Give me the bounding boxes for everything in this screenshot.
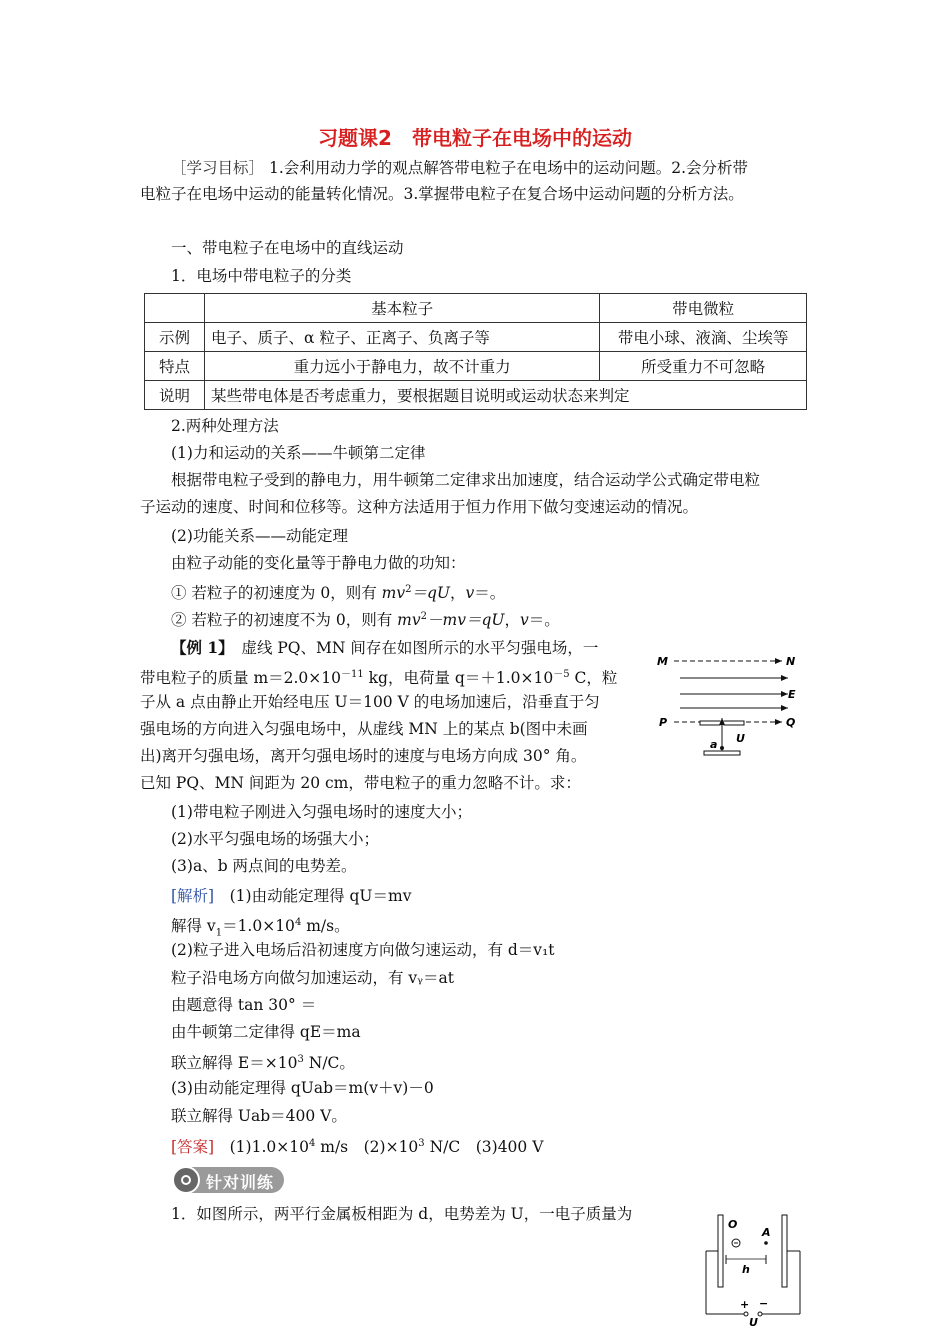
table-row [145,381,807,410]
learning-goals-text1: 1.会利用动力学的观点解答带电粒子在电场中的运动问题。2.会分析带 [268,159,749,177]
target-icon [172,1166,200,1194]
label-h: h [742,1263,750,1276]
solution-label: [解析] [171,887,215,905]
example-label: 【例 1】 [171,638,226,657]
solution-line4: 粒子沿电场方向做匀加速运动，有 vᵧ＝at [171,969,454,987]
example-question3: (3)a、b 两点间的电势差。 [171,857,357,875]
solution-line8: (3)由动能定理得 qUab＝m(v＋v)－0 [171,1079,434,1097]
answer-label: [答案] [171,1138,215,1157]
example-line2 [140,665,617,688]
methods-heading: 2.两种处理方法 [171,417,279,435]
table-header-cell [145,294,205,323]
answer-sup2: 3 [418,1138,425,1149]
method1-text1: 根据带电粒子受到的静电力，用牛顿第二定律求出加速度，结合运动学公式确定带电粒 [171,471,761,489]
label-p: P [659,716,668,729]
terminal-plus [744,1312,748,1316]
table-header-cell: 基本粒子 [204,294,599,323]
case2-v: v [519,611,529,630]
example-mass-exp: －11 [341,669,364,680]
label-a: A [762,1226,771,1239]
example-text2e: C，粒 [569,669,618,688]
practice-badge-label: 针对训练 [206,1173,275,1192]
case1-end: ＝。 [474,584,506,603]
answer-text2: m/s (2)×10 [315,1138,419,1157]
case1-sep: ， [450,584,466,603]
answer-line [171,1134,543,1157]
label-u: U [736,732,745,745]
case2-formula2: －mv＝qU [427,611,505,630]
table-row [145,323,807,352]
example-charge-exp: －5 [553,669,570,680]
table-header-cell: 带电微粒 [600,294,807,323]
example-question2: (2)水平匀强电场的场强大小； [171,830,379,848]
solution-text7b: N/C。 [303,1054,355,1073]
method1-text2: 子运动的速度、时间和位移等。这种方法适用于恒力作用下做匀变速运动的情况。 [140,498,699,516]
case2-line [171,607,560,630]
case2-sup: 2 [420,611,427,622]
case1-formula2: ＝qU [411,584,450,603]
solution-text1: (1)由动能定理得 qU＝mv [229,887,412,905]
case1-v: v [465,584,475,603]
learning-goals-line1 [171,158,748,178]
case2-formula: mv [397,611,421,630]
example-line4: 强电场的方向进入匀强电场中，从虚线 MN 上的某点 b(图中未画 [140,720,588,738]
case2-end: ＝。 [528,611,560,630]
label-a: a [710,738,718,751]
parallel-plates-figure [698,1212,810,1332]
solution-sup7: 3 [297,1054,304,1065]
case1-text: ① 若粒子的初速度为 0，则有 [171,584,382,603]
solution-line2 [171,913,350,943]
label-e: E [788,688,796,701]
answer-text1: (1)1.0×10 [229,1138,309,1157]
left-plate [718,1215,723,1287]
solution-line1 [171,886,411,906]
solution-text2a: 解得 v [171,917,216,936]
label-u: U [749,1316,758,1329]
table-cell: 电子、质子、α 粒子、正离子、负离子等 [204,323,599,352]
table-cell: 某些带电体是否考虑重力，要根据题目说明或运动状态来判定 [204,381,806,410]
method2-text1: 由粒子动能的变化量等于静电力做的功知： [171,554,466,572]
page-title: 习题课2 带电粒子在电场中的运动 [318,126,632,150]
table-cell: 示例 [145,323,205,352]
case1-sup: 2 [405,584,412,595]
solution-line6: 由牛顿第二定律得 qE＝ma [171,1023,361,1041]
table-cell: 带电小球、液滴、尘埃等 [600,323,807,352]
case1-line [171,580,505,603]
solution-sub: 1 [215,927,223,939]
answer-sup1: 4 [308,1138,316,1149]
label-n: N [786,655,796,668]
right-plate [782,1215,787,1287]
subsection-classification: 1．电场中带电粒子的分类 [171,267,352,285]
label-plus: + [740,1298,750,1311]
solution-line3: (2)粒子进入电场后沿初速度方向做匀速运动，有 d＝v₁t [171,941,555,959]
example-question1: (1)带电粒子刚进入匀强电场时的速度大小； [171,803,472,821]
solution-line9: 联立解得 Uab＝400 V。 [171,1107,347,1125]
example-mass: m＝2.0×10 [253,669,341,688]
table-cell: 特点 [145,352,205,381]
solution-text7a: 联立解得 E＝×10 [171,1054,298,1073]
section-heading: 一、带电粒子在电场中的直线运动 [171,239,404,257]
example-line6: 已知 PQ、MN 间距为 20 cm，带电粒子的重力忽略不计。求： [140,774,581,792]
label-m: M [657,655,668,668]
example-line5: 出)离开匀强电场，离开匀强电场时的速度与电场方向成 30° 角。 [140,747,587,765]
example-text2c: kg，电荷量 [363,669,455,688]
point-a [764,1241,768,1245]
label-o: O [728,1218,738,1231]
solution-sup: 4 [294,917,302,928]
method1-title: (1)力和运动的关系——牛顿第二定律 [171,444,426,462]
point-a [720,746,724,750]
electric-field-figure [652,650,800,762]
solution-line5: 由题意得 tan 30° ＝ [171,996,317,1014]
table-header-row [145,294,807,323]
table-row [145,352,807,381]
example-text1: 虚线 PQ、MN 间存在如图所示的水平匀强电场，一 [241,639,599,657]
label-q: Q [786,716,796,729]
lower-plate [704,751,740,755]
table-cell: 重力远小于静电力，故不计重力 [204,352,599,381]
learning-goals-line2: 电粒子在电场中运动的能量转化情况。3.掌握带电粒子在复合场中运动问题的分析方法。 [140,185,744,203]
method2-title: (2)功能关系——动能定理 [171,527,348,545]
example-charge: q＝＋1.0×10 [454,669,554,688]
label-minus: − [759,1297,769,1310]
solution-text2c: m/s。 [301,917,350,936]
case2-text: ② 若粒子的初速度不为 0，则有 [171,611,398,630]
practice-badge [174,1167,284,1193]
example-line1 [171,638,598,658]
learning-goals-label: ［学习目标］ [171,159,265,177]
table-cell: 所受重力不可忽略 [600,352,807,381]
classification-table [144,293,807,410]
terminal-minus [758,1312,762,1316]
practice-question1: 1．如图所示，两平行金属板相距为 d，电势差为 U，一电子质量为 [171,1205,633,1223]
table-cell: 说明 [145,381,205,410]
example-line3: 子从 a 点由静止开始经电压 U＝100 V 的电场加速后，沿垂直于匀 [140,693,600,711]
example-text2a: 带电粒子的质量 [140,669,254,688]
solution-text2b: ＝1.0×10 [222,917,295,936]
case1-formula: mv [381,584,406,603]
answer-text3: N/C (3)400 V [424,1138,544,1157]
case2-sep: ， [504,611,520,630]
solution-line7 [171,1050,355,1073]
